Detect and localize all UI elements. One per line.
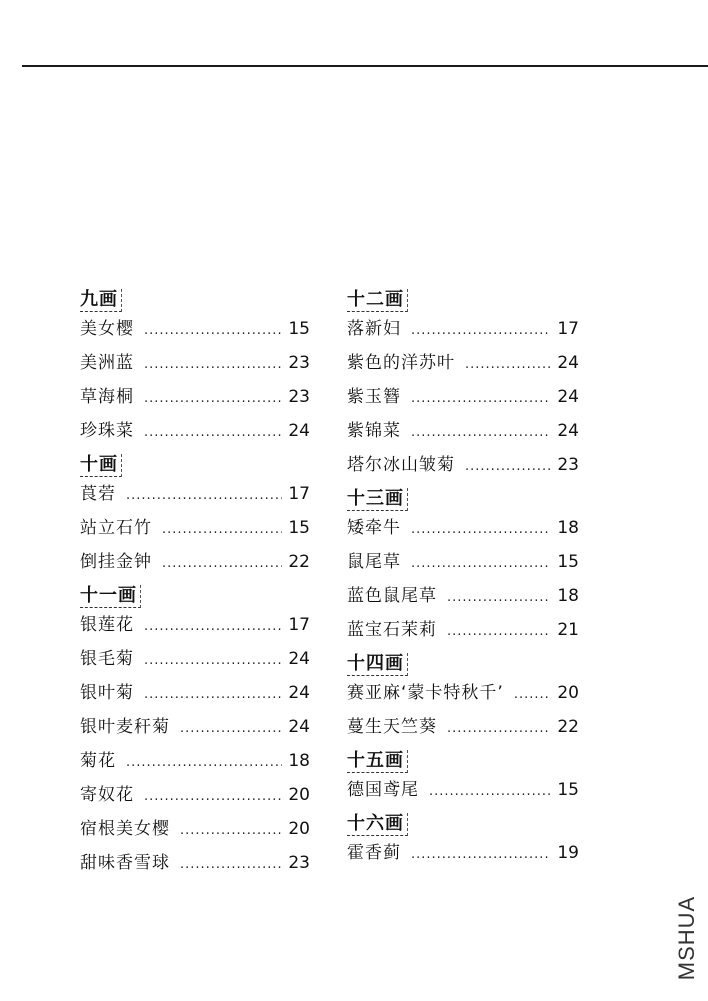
dot-leader <box>411 513 551 547</box>
entry-page-number: 24 <box>288 717 310 737</box>
dot-leader <box>465 348 551 382</box>
entry-page-number: 15 <box>557 552 579 572</box>
dot-leader <box>411 416 551 450</box>
heading-label: 十一画 <box>80 585 141 608</box>
index-entry <box>347 773 579 807</box>
entry-name: 紫色的洋苏叶 <box>347 353 455 373</box>
dot-leader <box>411 547 551 581</box>
dot-leader <box>144 610 282 644</box>
entry-name: 蓝宝石茉莉 <box>347 620 437 640</box>
entry-name: 银莲花 <box>80 615 134 635</box>
entry-name: 赛亚麻‘蒙卡特秋千’ <box>347 683 504 703</box>
entry-page-number: 18 <box>557 518 579 538</box>
entry-page-number: 18 <box>557 586 579 606</box>
entry-page-number: 21 <box>557 620 579 640</box>
index-entry <box>80 676 310 710</box>
entry-name: 塔尔冰山皱菊 <box>347 455 455 475</box>
dot-leader <box>144 382 282 416</box>
entry-page-number: 24 <box>557 387 579 407</box>
heading-label: 十六画 <box>347 813 408 836</box>
index-entry <box>347 380 579 414</box>
dot-leader <box>180 814 282 848</box>
stroke-count-heading <box>347 651 579 676</box>
index-entry <box>347 836 579 870</box>
heading-label: 十二画 <box>347 289 408 312</box>
entry-page-number: 22 <box>557 717 579 737</box>
entry-page-number: 23 <box>557 455 579 475</box>
top-rule <box>22 65 708 67</box>
entry-name: 草海桐 <box>80 387 134 407</box>
entry-page-number: 15 <box>557 780 579 800</box>
index-entry <box>347 511 579 545</box>
index-entry <box>80 846 310 880</box>
index-column-left <box>80 283 310 880</box>
entry-name: 宿根美女樱 <box>80 819 170 839</box>
entry-name: 甜味香雪球 <box>80 853 170 873</box>
stroke-count-heading <box>347 486 579 511</box>
entry-page-number: 23 <box>288 387 310 407</box>
dot-leader <box>447 615 551 649</box>
index-entry <box>80 346 310 380</box>
entry-page-number: 17 <box>288 484 310 504</box>
index-entry <box>347 613 579 647</box>
entry-name: 美洲蓝 <box>80 353 134 373</box>
entry-name: 银叶麦秆菊 <box>80 717 170 737</box>
entry-page-number: 24 <box>288 421 310 441</box>
heading-label: 十四画 <box>347 653 408 676</box>
entry-name: 落新妇 <box>347 319 401 339</box>
entry-name: 珍珠菜 <box>80 421 134 441</box>
entry-page-number: 23 <box>288 353 310 373</box>
index-entry <box>80 511 310 545</box>
entry-name: 站立石竹 <box>80 518 152 538</box>
index-entry <box>80 608 310 642</box>
stroke-count-heading <box>347 287 579 312</box>
entry-name: 莨菪 <box>80 484 116 504</box>
index-entry <box>347 710 579 744</box>
watermark <box>672 888 702 988</box>
index-entry <box>80 545 310 579</box>
index-entry <box>347 676 579 710</box>
heading-label: 九画 <box>80 289 122 312</box>
entry-page-number: 24 <box>288 683 310 703</box>
entry-name: 鼠尾草 <box>347 552 401 572</box>
entry-name: 寄奴花 <box>80 785 134 805</box>
entry-name: 德国鸢尾 <box>347 780 419 800</box>
heading-label: 十五画 <box>347 750 408 773</box>
entry-page-number: 19 <box>557 843 579 863</box>
index-entry <box>80 642 310 676</box>
heading-label: 十画 <box>80 454 122 477</box>
entry-page-number: 20 <box>288 819 310 839</box>
index-column-right <box>347 283 579 870</box>
dot-leader <box>162 513 282 547</box>
entry-page-number: 23 <box>288 853 310 873</box>
dot-leader <box>144 780 282 814</box>
index-entry <box>80 414 310 448</box>
entry-page-number: 24 <box>288 649 310 669</box>
dot-leader <box>144 314 282 348</box>
index-entry <box>347 312 579 346</box>
dot-leader <box>144 416 282 450</box>
dot-leader <box>144 644 282 678</box>
entry-name: 菊花 <box>80 751 116 771</box>
dot-leader <box>465 450 551 484</box>
dot-leader <box>411 838 551 872</box>
index-entry <box>80 778 310 812</box>
index-entry <box>347 448 579 482</box>
entry-page-number: 15 <box>288 319 310 339</box>
index-entry <box>80 380 310 414</box>
entry-page-number: 17 <box>288 615 310 635</box>
dot-leader <box>429 775 551 809</box>
entry-page-number: 15 <box>288 518 310 538</box>
entry-page-number: 18 <box>288 751 310 771</box>
stroke-count-heading <box>80 287 310 312</box>
dot-leader <box>162 547 282 581</box>
dot-leader <box>144 348 282 382</box>
dot-leader <box>411 382 551 416</box>
index-entry <box>347 579 579 613</box>
dot-leader <box>126 479 282 513</box>
dot-leader <box>447 712 551 746</box>
watermark-text: MSHUA <box>674 895 700 981</box>
entry-page-number: 20 <box>288 785 310 805</box>
entry-page-number: 24 <box>557 353 579 373</box>
stroke-count-heading <box>347 748 579 773</box>
entry-page-number: 24 <box>557 421 579 441</box>
entry-name: 蔓生天竺葵 <box>347 717 437 737</box>
entry-page-number: 20 <box>557 683 579 703</box>
stroke-count-heading <box>80 452 310 477</box>
entry-page-number: 17 <box>557 319 579 339</box>
entry-name: 矮牵牛 <box>347 518 401 538</box>
index-entry <box>80 710 310 744</box>
entry-page-number: 22 <box>288 552 310 572</box>
entry-name: 紫锦菜 <box>347 421 401 441</box>
dot-leader <box>180 712 282 746</box>
entry-name: 蓝色鼠尾草 <box>347 586 437 606</box>
dot-leader <box>180 848 282 882</box>
stroke-count-heading <box>347 811 579 836</box>
index-entry <box>80 812 310 846</box>
entry-name: 美女樱 <box>80 319 134 339</box>
entry-name: 霍香蓟 <box>347 843 401 863</box>
dot-leader <box>126 746 282 780</box>
entry-name: 银叶菊 <box>80 683 134 703</box>
stroke-count-heading <box>80 583 310 608</box>
dot-leader <box>514 678 552 712</box>
dot-leader <box>144 678 282 712</box>
index-entry <box>80 312 310 346</box>
heading-label: 十三画 <box>347 488 408 511</box>
index-entry <box>347 545 579 579</box>
entry-name: 银毛菊 <box>80 649 134 669</box>
dot-leader <box>447 581 551 615</box>
index-entry <box>347 346 579 380</box>
dot-leader <box>411 314 551 348</box>
index-entry <box>80 744 310 778</box>
entry-name: 倒挂金钟 <box>80 552 152 572</box>
index-entry <box>347 414 579 448</box>
index-entry <box>80 477 310 511</box>
entry-name: 紫玉簪 <box>347 387 401 407</box>
